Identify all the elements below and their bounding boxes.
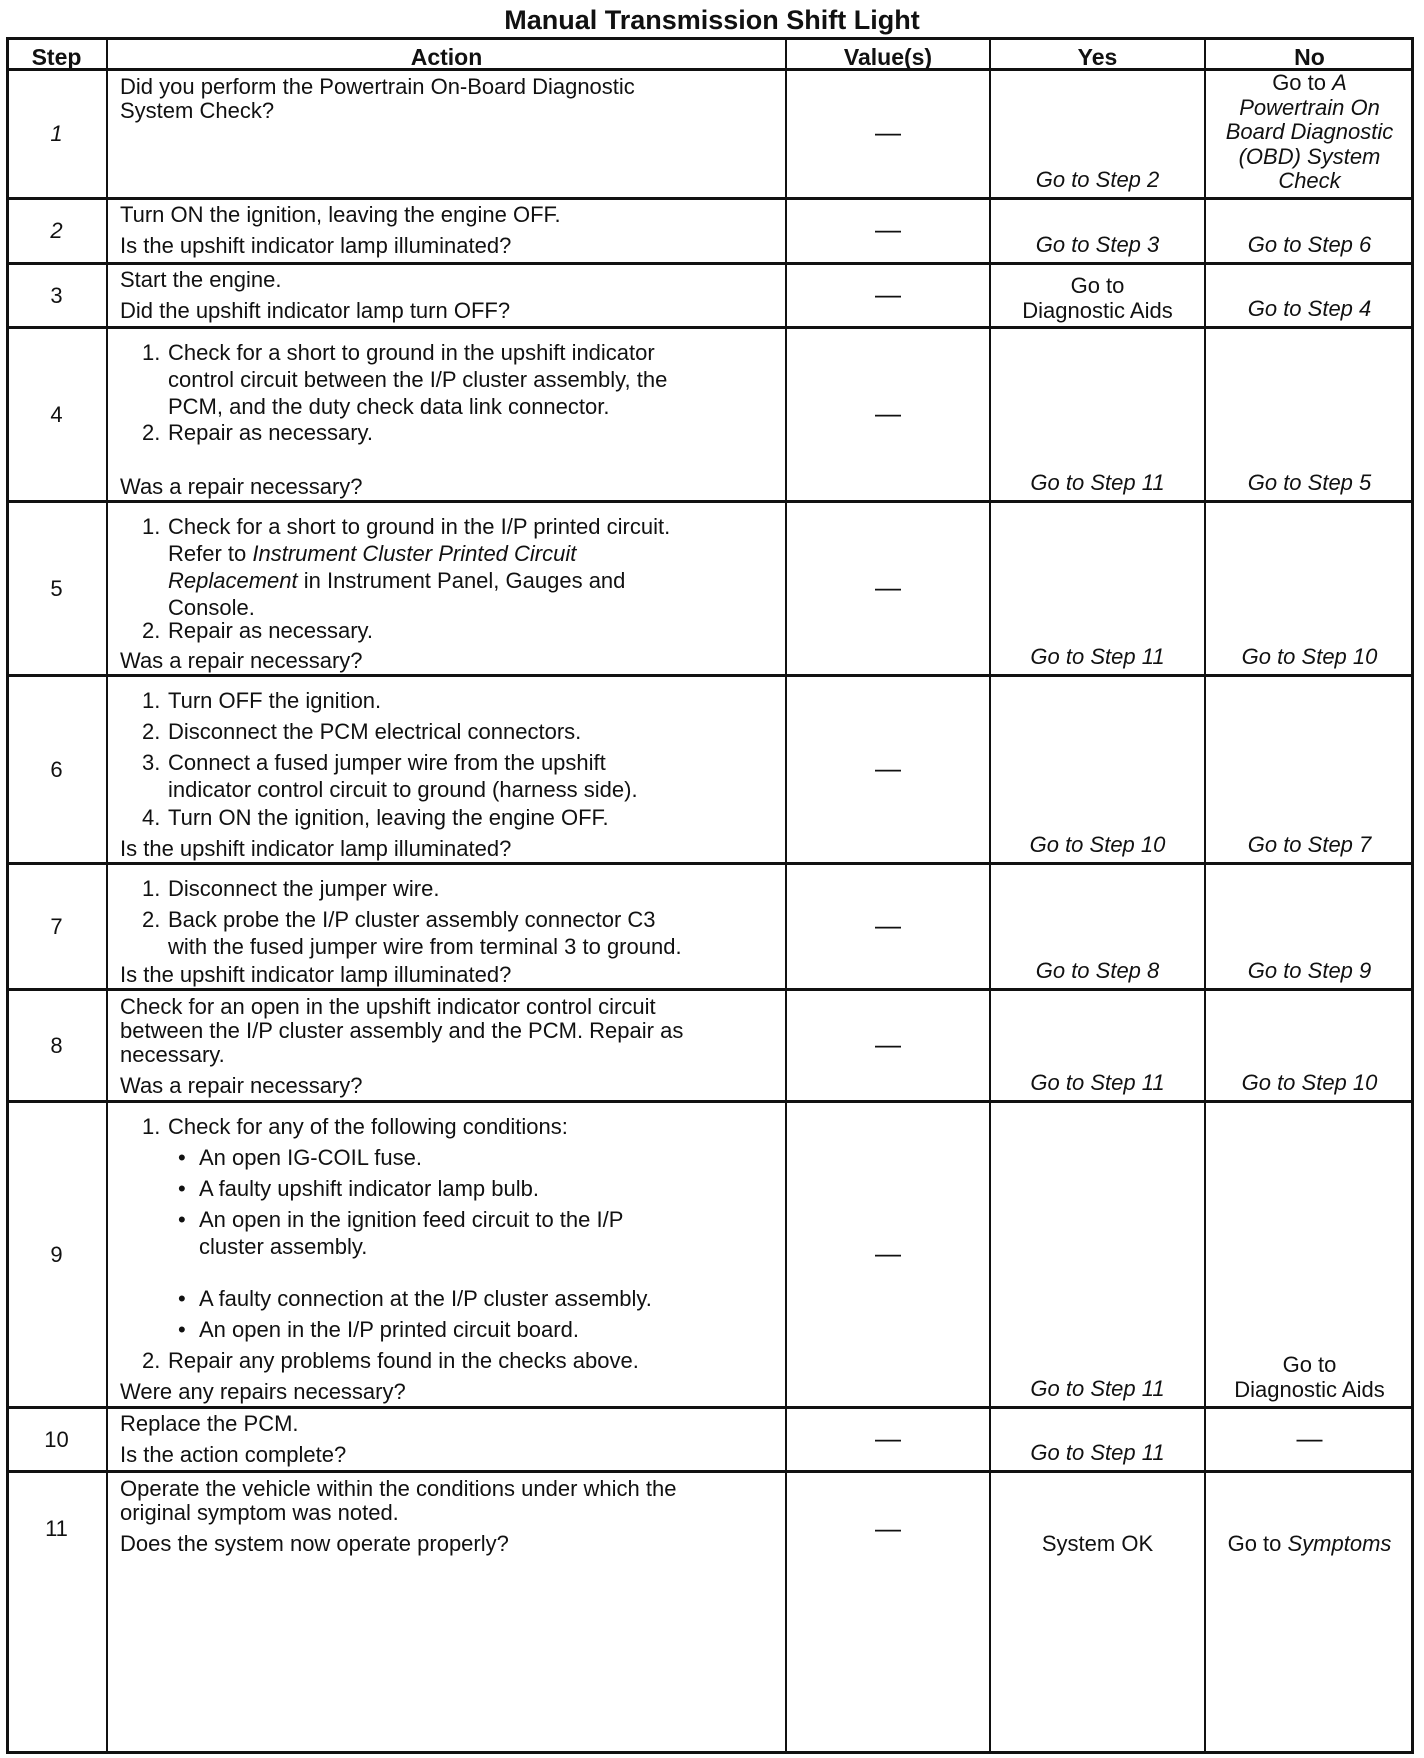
list-item: Check for any of the following conditions: (168, 1114, 568, 1139)
action-question: Were any repairs necessary? (120, 1379, 406, 1404)
header-no: No (1294, 44, 1325, 70)
value-dash: — (875, 213, 901, 244)
action-question: Is the action complete? (120, 1442, 347, 1467)
table-row-step-11 (7, 1473, 1413, 1751)
yes-result: Go to Step 8 (1035, 958, 1160, 983)
list-number: 1. (142, 1114, 161, 1139)
action-question: Is the upshift indicator lamp illuminated? (120, 233, 512, 258)
no-result: Go to Step 10 (1241, 644, 1378, 669)
step-number: 11 (45, 1516, 68, 1541)
list-item: Connect a fused jumper wire from the upshift indicator control circuit to ground (harness side). (168, 750, 638, 802)
no-result: Go to Step 10 (1241, 1070, 1378, 1095)
value-dash: — (875, 1237, 901, 1268)
step-number: 10 (44, 1426, 69, 1452)
no-result: — (1296, 1422, 1323, 1453)
bullet-icon: • (178, 1317, 186, 1342)
list-number: 2. (142, 618, 161, 643)
list-number: 2. (142, 1348, 161, 1373)
action-text: Replace the PCM. (120, 1411, 299, 1436)
list-item: Repair as necessary. (168, 420, 374, 445)
yes-result: Go to Step 10 (1029, 832, 1166, 857)
step-number: 7 (50, 913, 63, 939)
bullet-icon: • (178, 1145, 186, 1170)
value-dash: — (875, 571, 901, 602)
action-question: Was a repair necessary? (120, 474, 363, 499)
list-number: 2. (142, 907, 161, 932)
no-result: Go to Step 5 (1247, 470, 1372, 495)
value-dash: — (875, 1422, 901, 1453)
no-result: Go to Step 9 (1247, 958, 1372, 983)
step-number: 2 (50, 218, 63, 243)
bullet-item: An open IG-COIL fuse. (199, 1145, 422, 1170)
action-text: between the I/P cluster assembly and the PCM. Repair as (120, 1018, 684, 1043)
value-dash: — (875, 116, 901, 147)
list-item: Check for a short to ground in the upshift indicator control circuit between the I/P cluster assembly, the PCM, and the duty check data link connector. (168, 340, 668, 419)
list-number: 2. (142, 420, 161, 445)
action-text: Turn ON the ignition, leaving the engine OFF. (120, 202, 561, 227)
table-row-step-3 (7, 265, 1413, 329)
table-row-step-4 (7, 329, 1413, 503)
yes-result: Go to Step 11 (1030, 1440, 1165, 1465)
value-dash: — (875, 397, 901, 428)
list-number: 2. (142, 719, 161, 744)
action-question: Did the upshift indicator lamp turn OFF? (120, 298, 511, 323)
table-row-step-9 (7, 1103, 1413, 1409)
list-number: 1. (142, 340, 161, 365)
header-action: Action (108, 40, 787, 68)
no-result: Go to Step 7 (1247, 832, 1372, 857)
step-number: 8 (50, 1032, 63, 1058)
action-question: Is the upshift indicator lamp illuminated? (120, 962, 512, 987)
table-title: Manual Transmission Shift Light (504, 5, 920, 35)
no-result: Go to Symptoms (1227, 1531, 1392, 1556)
action-text: original symptom was noted. (120, 1500, 399, 1525)
list-number: 1. (142, 688, 161, 713)
header-step: Step (7, 40, 108, 68)
step-number: 3 (50, 282, 63, 308)
no-result: Go to Diagnostic Aids (1234, 1352, 1385, 1402)
list-item: Turn OFF the ignition. (168, 688, 382, 713)
value-dash: — (875, 1028, 901, 1059)
action-question: Was a repair necessary? (120, 648, 363, 673)
action-text: Start the engine. (120, 267, 282, 292)
value-dash: — (875, 909, 901, 940)
table-row-step-7 (7, 865, 1413, 991)
bullet-item: An open in the ignition feed circuit to the I/P cluster assembly. (199, 1207, 624, 1259)
value-dash: — (875, 752, 901, 783)
action-text: necessary. (120, 1042, 225, 1067)
value-dash: — (875, 1513, 901, 1543)
action-question: Is the upshift indicator lamp illuminated? (120, 836, 512, 861)
table-row-step-5 (7, 503, 1413, 677)
yes-result: Go to Step 3 (1035, 232, 1160, 257)
value-dash: — (875, 278, 901, 309)
list-item: Back probe the I/P cluster assembly connector C3 with the fused jumper wire from terminal 3 to ground. (168, 907, 682, 959)
bullet-item: A faulty connection at the I/P cluster assembly. (199, 1286, 652, 1311)
no-result: Go to Step 4 (1247, 296, 1372, 321)
table-header-row (7, 40, 1413, 71)
bullet-item: A faulty upshift indicator lamp bulb. (199, 1176, 539, 1201)
action-question: Does the system now operate properly? (120, 1531, 509, 1556)
table-row-step-1 (7, 71, 1413, 200)
list-number: 1. (142, 876, 161, 901)
yes-result: Go to Step 2 (1035, 167, 1160, 192)
bullet-icon: • (178, 1207, 186, 1232)
step-number: 1 (50, 121, 63, 146)
action-text: Did you perform the Powertrain On-Board Diagnostic (120, 74, 635, 99)
table-row-step-8 (7, 991, 1413, 1103)
list-item: Repair any problems found in the checks above. (168, 1348, 639, 1373)
table-row-step-6 (7, 677, 1413, 865)
list-item: Check for a short to ground in the I/P printed circuit. Refer to Instrument Cluster Printed Circuit Replacement in Instrument Panel, Gauges and Console. (168, 514, 671, 620)
bullet-icon: • (178, 1286, 186, 1311)
list-item: Turn ON the ignition, leaving the engine OFF. (168, 805, 609, 830)
table-row-step-2 (7, 200, 1413, 265)
header-values: Value(s) (787, 40, 991, 68)
action-text: Check for an open in the upshift indicator control circuit (120, 994, 656, 1019)
list-item: Repair as necessary. (168, 618, 374, 643)
step-number: 9 (50, 1241, 63, 1267)
header-yes: Yes (991, 40, 1206, 68)
list-item: Disconnect the PCM electrical connectors. (168, 719, 582, 744)
yes-result: Go to Step 11 (1030, 470, 1165, 495)
list-number: 4. (142, 805, 161, 830)
bullet-item: An open in the I/P printed circuit board. (199, 1317, 579, 1342)
yes-result: Go to Diagnostic Aids (1022, 273, 1173, 323)
yes-result: Go to Step 11 (1030, 1070, 1165, 1095)
yes-result: Go to Step 11 (1030, 1376, 1165, 1401)
step-number: 6 (50, 756, 63, 782)
list-number: 3. (142, 750, 161, 775)
action-question: Was a repair necessary? (120, 1073, 363, 1098)
action-text: System Check? (120, 98, 275, 123)
list-item: Disconnect the jumper wire. (168, 876, 440, 901)
no-result: Go to Step 6 (1247, 232, 1372, 257)
yes-result: Go to Step 11 (1030, 644, 1165, 669)
step-number: 4 (50, 401, 63, 427)
table-row-step-10 (7, 1409, 1413, 1473)
yes-result: System OK (1041, 1531, 1154, 1556)
action-text: Operate the vehicle within the conditions under which the (120, 1476, 677, 1501)
bullet-icon: • (178, 1176, 186, 1201)
list-number: 1. (142, 514, 161, 539)
no-result: Go to A Powertrain On Board Diagnostic (OBD) System Check (1225, 70, 1394, 193)
step-number: 5 (50, 575, 63, 601)
